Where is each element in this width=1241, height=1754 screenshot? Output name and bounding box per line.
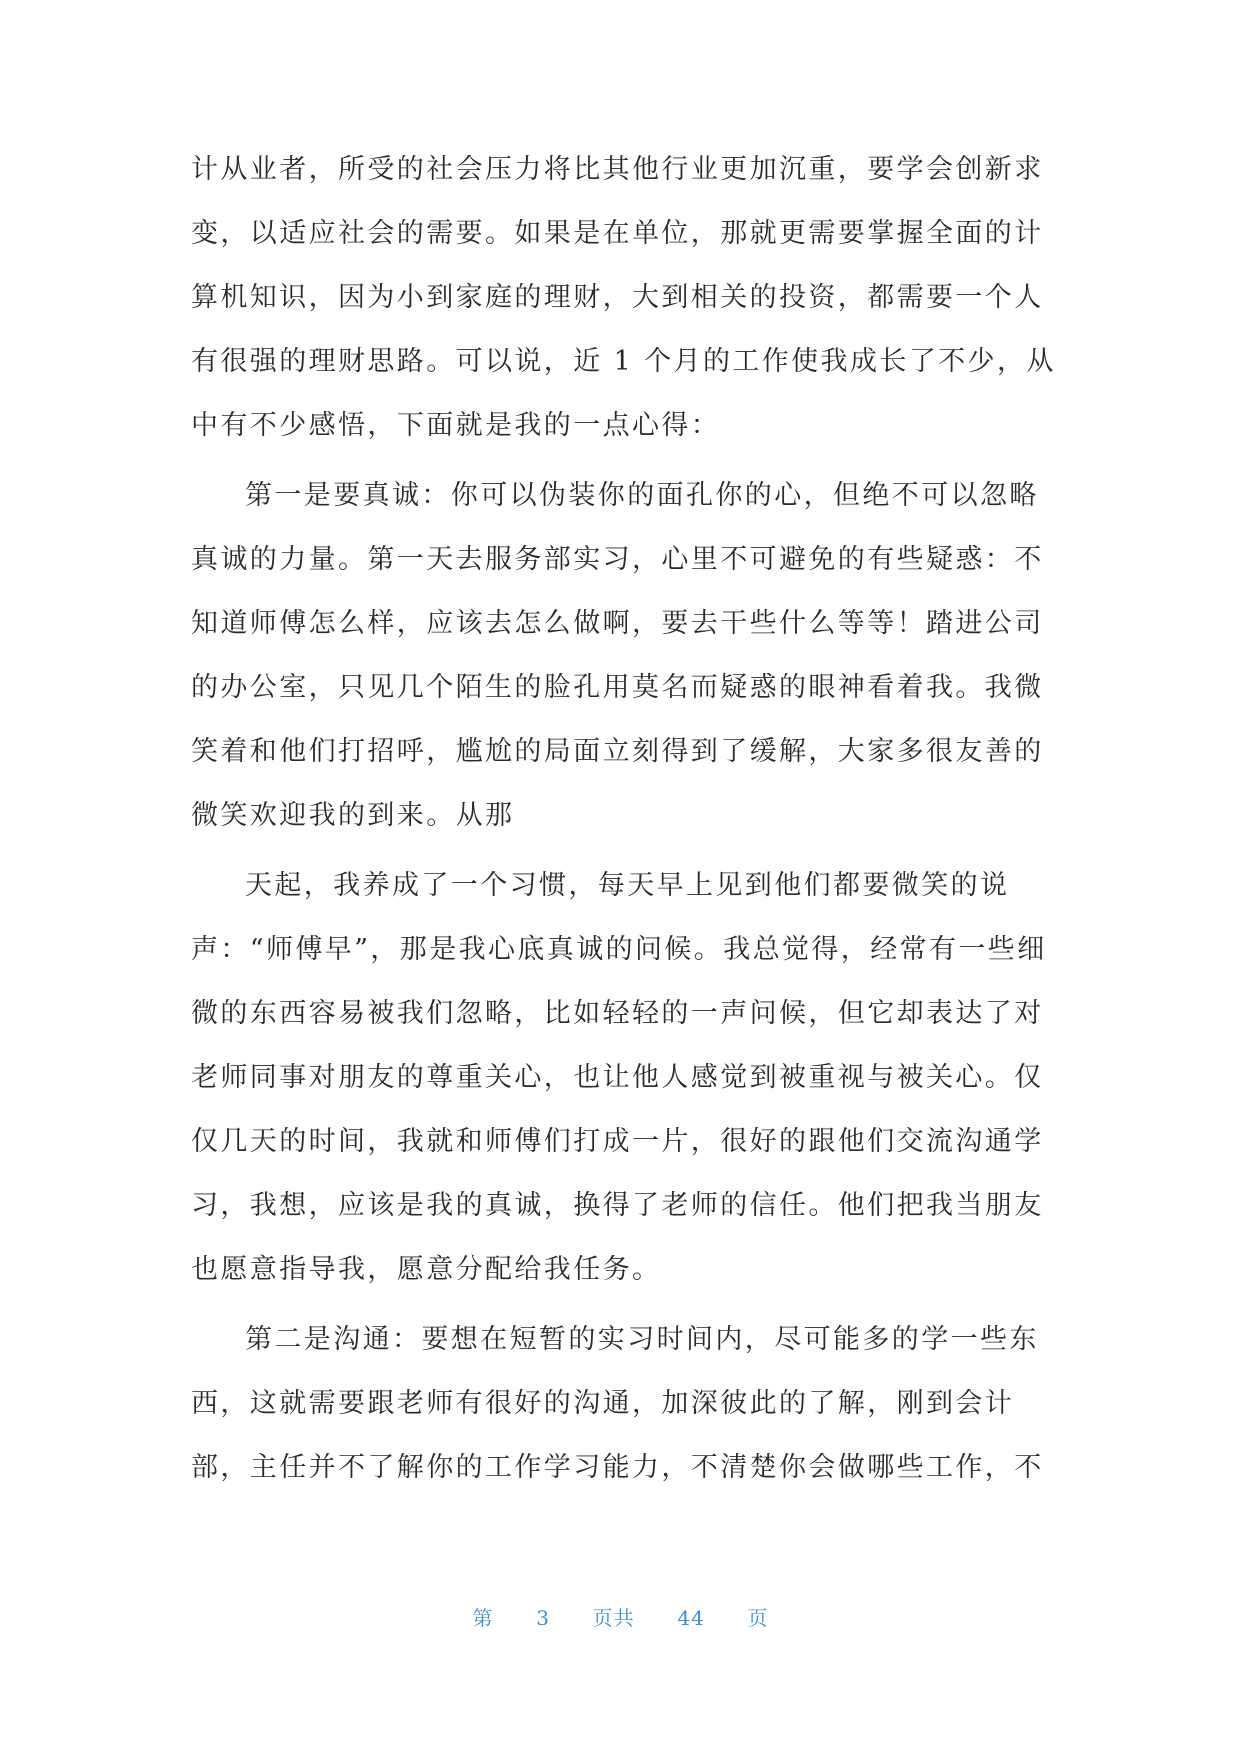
body-text-line: 习，我想，应该是我的真诚，换得了老师的信任。他们把我当朋友 <box>191 1190 1044 1221</box>
paragraph-first-line: 天起，我养成了一个习惯，每天早上见到他们都要微笑的说 <box>245 870 1010 901</box>
current-page-number: 3 <box>536 1606 550 1630</box>
body-text-line: 中有不少感悟，下面就是我的一点心得： <box>191 410 721 441</box>
footer-prefix: 第 <box>472 1606 494 1630</box>
body-text-line: 笑着和他们打招呼，尴尬的局面立刻得到了缓解，大家多很友善的 <box>191 736 1044 767</box>
body-text-line: 计从业者，所受的社会压力将比其他行业更加沉重，要学会创新求 <box>191 154 1044 185</box>
body-text-line: 西，这就需要跟老师有很好的沟通，加深彼此的了解，刚到会计 <box>191 1388 1015 1419</box>
body-text-line: 有很强的理财思路。可以说，近 1 个月的工作使我成长了不少，从 <box>191 346 1056 377</box>
body-text-line: 仅几天的时间，我就和师傅们打成一片，很好的跟他们交流沟通学 <box>191 1126 1044 1157</box>
body-text-line: 真诚的力量。第一天去服务部实习，心里不可避免的有些疑惑：不 <box>191 544 1044 575</box>
body-text-line: 算机知识，因为小到家庭的理财，大到相关的投资，都需要一个人 <box>191 282 1044 313</box>
body-text-line: 老师同事对朋友的尊重关心，也让他人感觉到被重视与被关心。仅 <box>191 1062 1044 1093</box>
footer-middle: 页共 <box>592 1606 635 1630</box>
body-text-line: 微笑欢迎我的到来。从那 <box>191 800 515 831</box>
body-text-line: 也愿意指导我，愿意分配给我任务。 <box>191 1254 662 1285</box>
paragraph-first-line: 第一是要真诚：你可以伪装你的面孔你的心，但绝不可以忽略 <box>245 480 1039 511</box>
paragraph-first-line: 第二是沟通：要想在短暂的实习时间内，尽可能多的学一些东 <box>245 1324 1039 1355</box>
body-text-line: 微的东西容易被我们忽略，比如轻轻的一声问候，但它却表达了对 <box>191 998 1044 1029</box>
body-text-line: 的办公室，只见几个陌生的脸孔用莫名而疑惑的眼神看着我。我微 <box>191 672 1044 703</box>
total-pages-number: 44 <box>677 1606 705 1630</box>
footer-suffix: 页 <box>747 1606 769 1630</box>
body-text-line: 知道师傅怎么样，应该去怎么做啊，要去干些什么等等！踏进公司 <box>191 608 1044 639</box>
body-text-line: 变，以适应社会的需要。如果是在单位，那就更需要掌握全面的计 <box>191 218 1044 249</box>
body-text-line: 声：“师傅早”，那是我心底真诚的问候。我总觉得，经常有一些细 <box>191 934 1047 965</box>
body-text-line: 部，主任并不了解你的工作学习能力，不清楚你会做哪些工作，不 <box>191 1452 1044 1483</box>
page-footer <box>0 1602 1241 1631</box>
